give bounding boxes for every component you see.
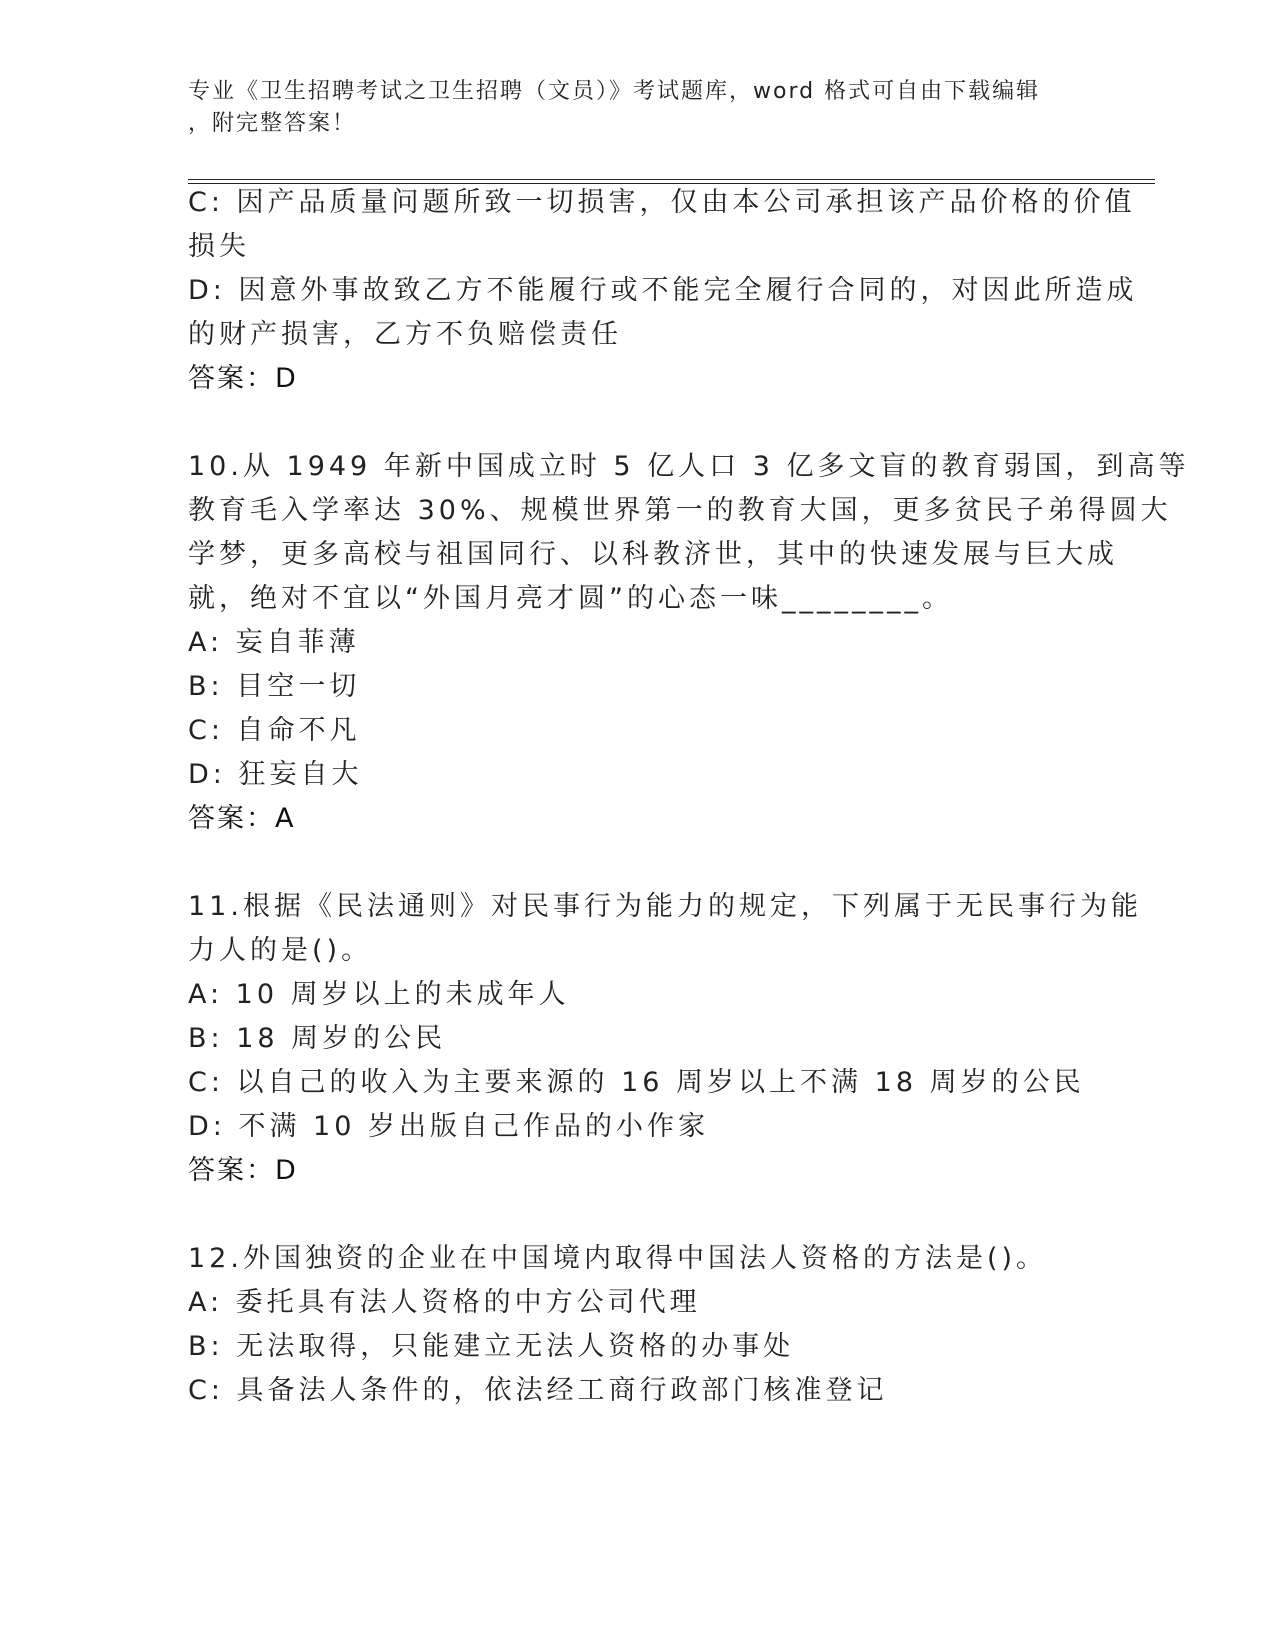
header-divider <box>188 179 1155 184</box>
q9-option-d-line-1: D: 因意外事故致乙方不能履行或不能完全履行合同的，对因此所造成 <box>188 275 1138 306</box>
q12-option-c: C: 具备法人条件的，依法经工商行政部门核准登记 <box>188 1375 888 1406</box>
q12-option-a: A: 委托具有法人资格的中方公司代理 <box>188 1287 701 1318</box>
q11-option-a: A: 10 周岁以上的未成年人 <box>188 979 570 1010</box>
q11-stem-line-1: 11.根据《民法通则》对民事行为能力的规定，下列属于无民事行为能 <box>188 891 1142 922</box>
q9-option-d-line-2: 的财产损害，乙方不负赔偿责任 <box>188 319 622 350</box>
q10-stem-line-3: 学梦，更多高校与祖国同行、以科教济世，其中的快速发展与巨大成 <box>188 539 1118 570</box>
q11-option-c: C: 以自己的收入为主要来源的 16 周岁以上不满 18 周岁的公民 <box>188 1067 1085 1098</box>
header-line-1: 专业《卫生招聘考试之卫生招聘（文员）》考试题库，word 格式可自由下载编辑 <box>188 79 1041 104</box>
q12-option-b: B: 无法取得，只能建立无法人资格的办事处 <box>188 1331 795 1362</box>
document-header <box>188 76 1088 140</box>
q11-option-d: D: 不满 10 岁出版自己作品的小作家 <box>188 1111 709 1142</box>
q10-option-a: A: 妄自菲薄 <box>188 627 360 658</box>
q10-stem-line-4: 就，绝对不宜以“外国月亮才圆”的心态一味________。 <box>188 583 953 614</box>
q10-answer: 答案：A <box>188 803 296 834</box>
q10-option-c: C: 自命不凡 <box>188 715 361 746</box>
q12-stem-line-1: 12.外国独资的企业在中国境内取得中国法人资格的方法是()。 <box>188 1243 1048 1274</box>
q11-stem-line-2: 力人的是()。 <box>188 935 373 966</box>
q9-option-c-line-2: 损失 <box>188 231 250 262</box>
q9-option-c-line-1: C: 因产品质量问题所致一切损害，仅由本公司承担该产品价格的价值 <box>188 187 1136 218</box>
q9-answer: 答案：D <box>188 363 298 394</box>
q11-answer: 答案：D <box>188 1155 298 1186</box>
q10-stem-line-2: 教育毛入学率达 30%、规模世界第一的教育大国，更多贫民子弟得圆大 <box>188 495 1172 526</box>
q10-stem-line-1: 10.从 1949 年新中国成立时 5 亿人口 3 亿多文盲的教育弱国，到高等 <box>188 451 1190 482</box>
q11-option-b: B: 18 周岁的公民 <box>188 1023 447 1054</box>
q10-option-d: D: 狂妄自大 <box>188 759 363 790</box>
header-line-2: ，附完整答案！ <box>188 111 357 136</box>
q10-option-b: B: 目空一切 <box>188 671 361 702</box>
